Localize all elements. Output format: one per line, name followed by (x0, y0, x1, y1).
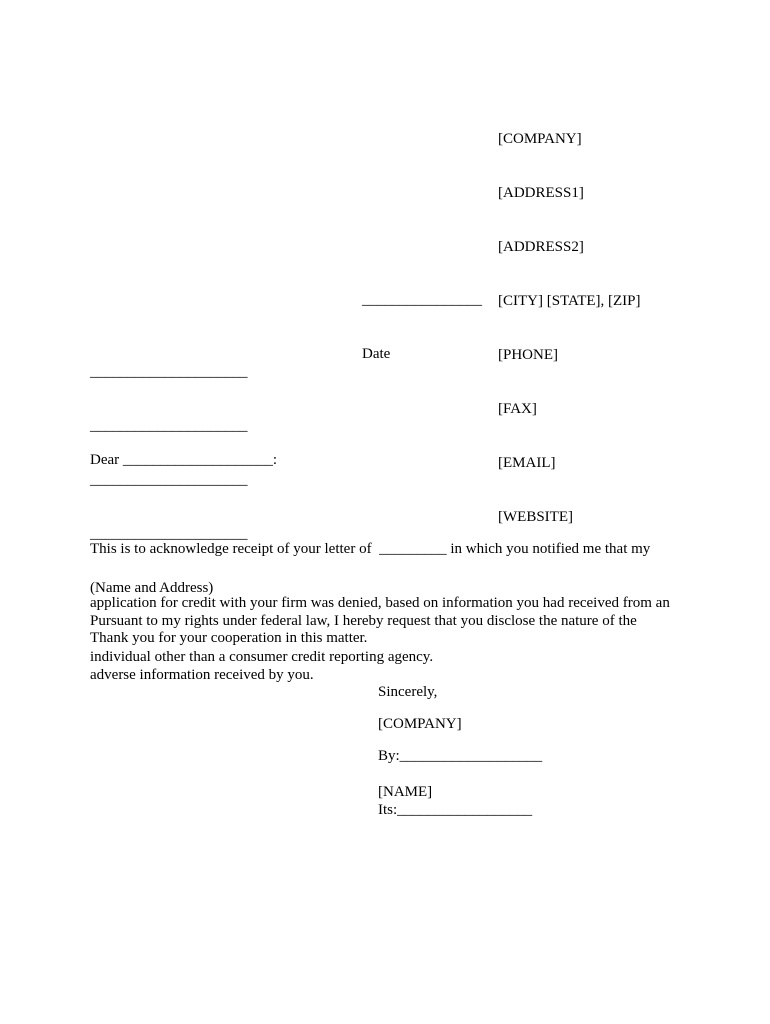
recipient-line: _____________________ (90, 472, 248, 488)
date-block (362, 255, 482, 399)
sender-line: [ADDRESS2] (498, 239, 584, 255)
recipient-line: _____________________ (90, 526, 248, 542)
body-paragraph-3: Thank you for your cooperation in this matter. (90, 630, 368, 646)
paragraph-line: adverse information received by you. (90, 667, 314, 683)
sender-line: [CITY] [STATE], [ZIP] (498, 293, 641, 309)
sender-address-block (498, 94, 641, 562)
salutation: Dear ____________________: (90, 452, 278, 468)
sender-line: [COMPANY] (498, 131, 582, 147)
sender-line: [ADDRESS1] (498, 185, 584, 201)
paragraph-line: individual other than a consumer credit reporting agency. (90, 649, 434, 665)
sender-line: [WEBSITE] (498, 509, 573, 525)
closing-its-line: Its:__________________ (378, 802, 533, 818)
sender-line: [FAX] (498, 401, 537, 417)
sender-line: [PHONE] (498, 347, 558, 363)
recipient-line: _____________________ (90, 364, 248, 380)
closing-sincerely: Sincerely, (378, 684, 438, 700)
paragraph-line: This is to acknowledge receipt of your letter of _________ in which you notified me that my (90, 541, 651, 557)
recipient-line: _____________________ (90, 418, 248, 434)
closing-name: [NAME] (378, 784, 433, 800)
paragraph-line: application for credit with your firm was denied, based on information you had received from an (90, 595, 670, 611)
date-label: Date (362, 346, 391, 362)
closing-by-line: By:___________________ (378, 748, 543, 764)
closing-company: [COMPANY] (378, 716, 462, 732)
body-paragraph-2 (90, 576, 637, 720)
sender-line: [EMAIL] (498, 455, 556, 471)
date-line: ________________ (362, 292, 482, 308)
recipient-label: (Name and Address) (90, 580, 214, 596)
paragraph-line: Pursuant to my rights under federal law, I hereby request that you disclose the nature of the (90, 613, 637, 629)
